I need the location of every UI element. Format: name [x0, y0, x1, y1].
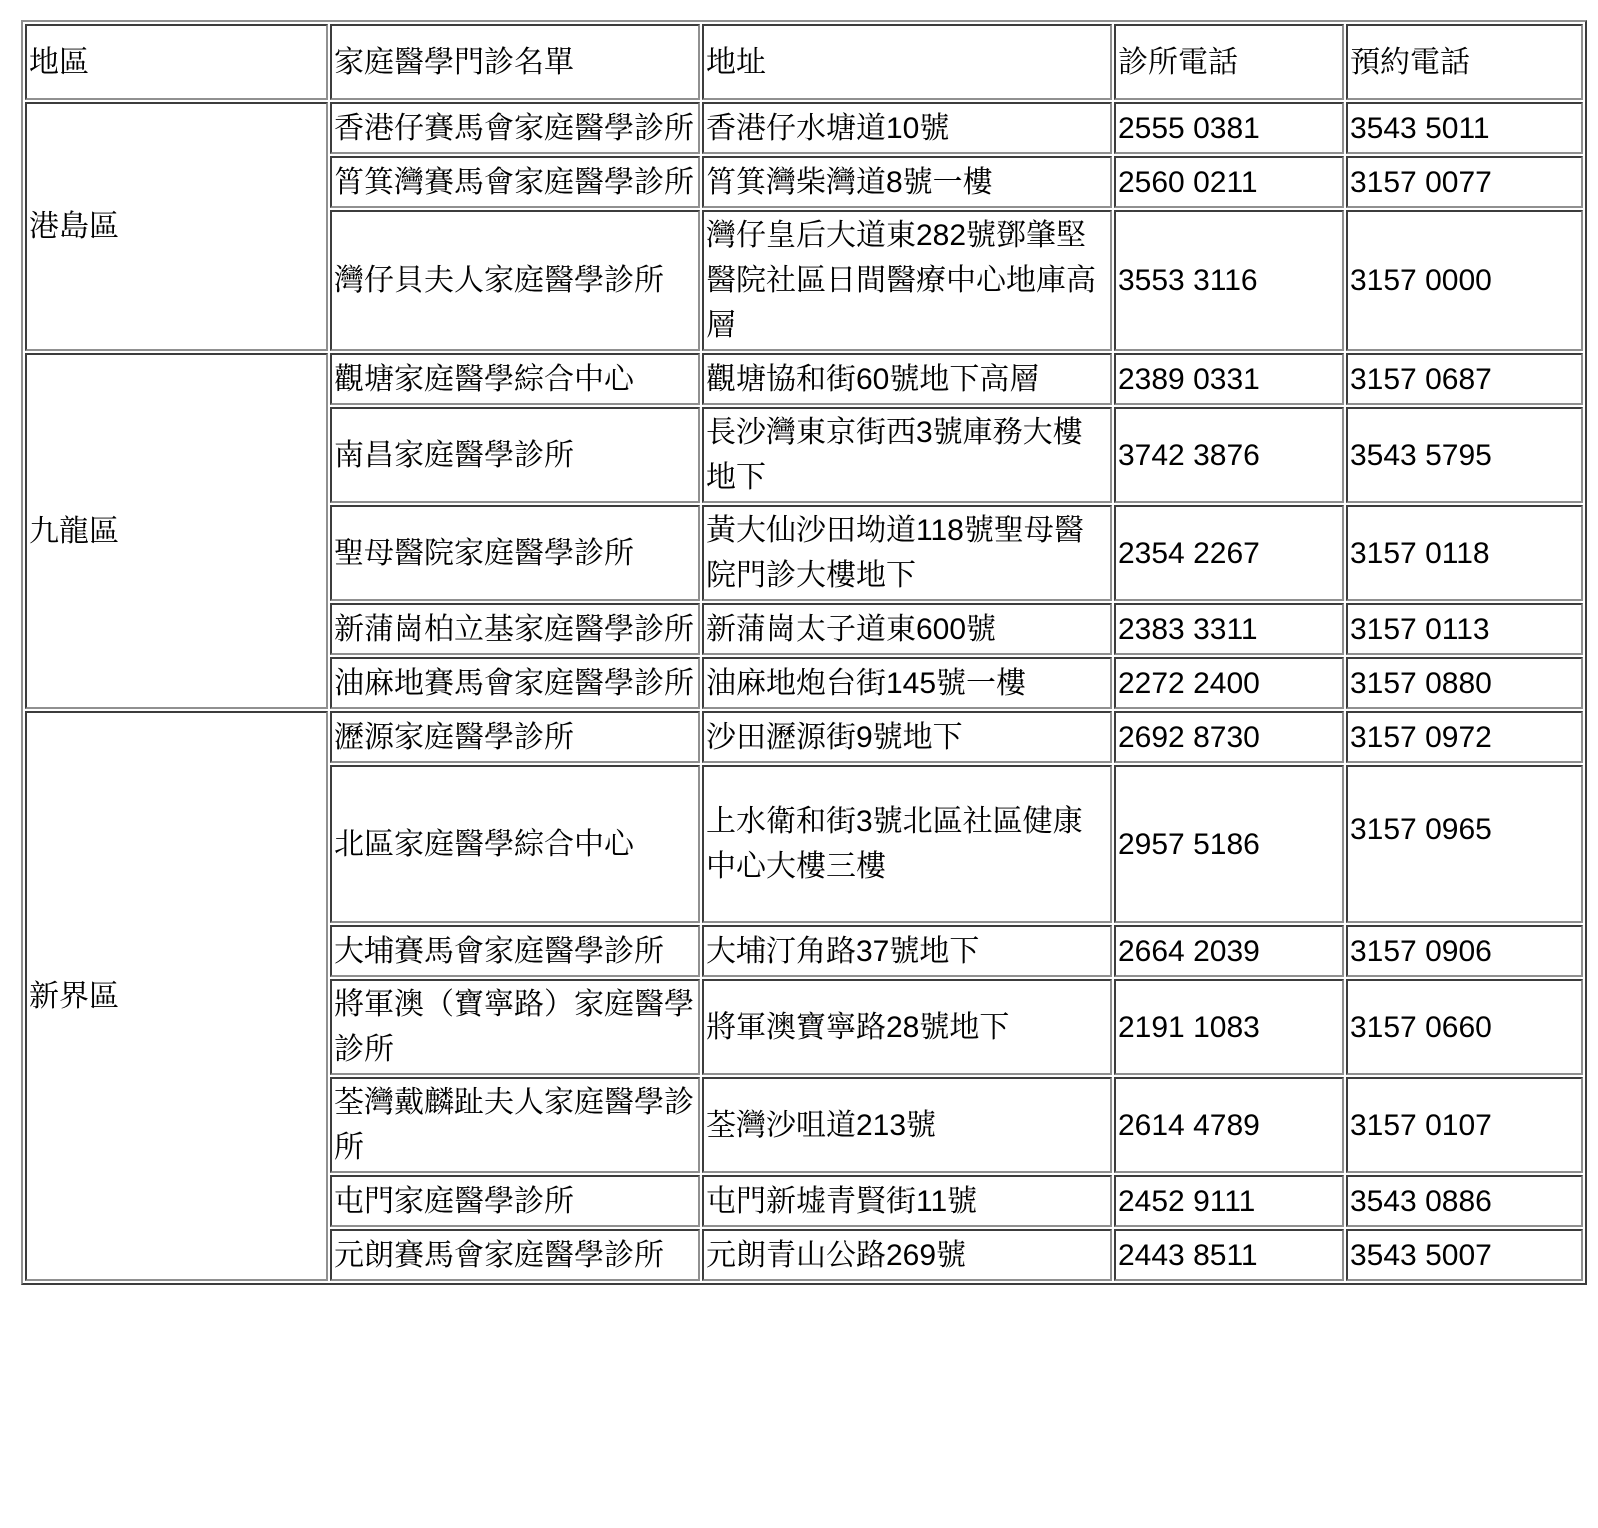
column-header-booking-phone: 預約電話 [1346, 24, 1583, 100]
column-header-clinic-phone: 診所電話 [1114, 24, 1344, 100]
clinic-phone-cell: 2614 4789 [1114, 1077, 1344, 1173]
clinic-name-cell: 筲箕灣賽馬會家庭醫學診所 [330, 156, 700, 208]
table-header-row [25, 24, 1583, 100]
clinic-name-cell: 油麻地賽馬會家庭醫學診所 [330, 657, 700, 709]
clinic-name-cell: 香港仔賽馬會家庭醫學診所 [330, 102, 700, 154]
clinic-name-cell: 聖母醫院家庭醫學診所 [330, 505, 700, 601]
clinic-name-cell: 瀝源家庭醫學診所 [330, 711, 700, 763]
family-medicine-clinics-table [21, 20, 1587, 1285]
booking-phone-cell: 3543 0886 [1346, 1175, 1583, 1227]
address-cell: 荃灣沙咀道213號 [702, 1077, 1112, 1173]
clinic-phone-cell: 2555 0381 [1114, 102, 1344, 154]
booking-phone-cell: 3157 0107 [1346, 1077, 1583, 1173]
clinic-name-cell: 新蒲崗柏立基家庭醫學診所 [330, 603, 700, 655]
address-cell: 元朗青山公路269號 [702, 1229, 1112, 1281]
address-cell: 上水衛和街3號北區社區健康中心大樓三樓 [702, 765, 1112, 923]
booking-phone-cell: 3543 5007 [1346, 1229, 1583, 1281]
clinic-phone-cell: 3553 3116 [1114, 210, 1344, 351]
address-cell: 黃大仙沙田坳道118號聖母醫院門診大樓地下 [702, 505, 1112, 601]
table-row [25, 102, 1583, 154]
address-cell: 長沙灣東京街西3號庫務大樓地下 [702, 407, 1112, 503]
clinic-phone-cell: 3742 3876 [1114, 407, 1344, 503]
booking-phone-cell: 3157 0000 [1346, 210, 1583, 351]
address-cell: 灣仔皇后大道東282號鄧肇堅醫院社區日間醫療中心地庫高層 [702, 210, 1112, 351]
address-cell: 屯門新墟青賢街11號 [702, 1175, 1112, 1227]
address-cell: 沙田瀝源街9號地下 [702, 711, 1112, 763]
clinic-phone-cell: 2452 9111 [1114, 1175, 1344, 1227]
region-cell: 港島區 [25, 102, 328, 351]
region-cell: 九龍區 [25, 353, 328, 709]
booking-phone-cell: 3157 0687 [1346, 353, 1583, 405]
address-cell: 油麻地炮台街145號一樓 [702, 657, 1112, 709]
column-header-clinic-name: 家庭醫學門診名單 [330, 24, 700, 100]
address-cell: 將軍澳寶寧路28號地下 [702, 979, 1112, 1075]
address-cell: 大埔汀角路37號地下 [702, 925, 1112, 977]
table-header-row [25, 24, 1583, 100]
table-body [25, 102, 1583, 1281]
clinic-phone-cell: 2957 5186 [1114, 765, 1344, 923]
clinic-name-cell: 北區家庭醫學綜合中心 [330, 765, 700, 923]
clinic-name-cell: 元朗賽馬會家庭醫學診所 [330, 1229, 700, 1281]
clinic-phone-cell: 2354 2267 [1114, 505, 1344, 601]
clinic-phone-cell: 2191 1083 [1114, 979, 1344, 1075]
booking-phone-cell: 3543 5011 [1346, 102, 1583, 154]
clinic-phone-cell: 2272 2400 [1114, 657, 1344, 709]
clinic-name-cell: 灣仔貝夫人家庭醫學診所 [330, 210, 700, 351]
clinic-name-cell: 屯門家庭醫學診所 [330, 1175, 700, 1227]
address-cell: 香港仔水塘道10號 [702, 102, 1112, 154]
table-row [25, 353, 1583, 405]
clinic-phone-cell: 2443 8511 [1114, 1229, 1344, 1281]
clinic-name-cell: 將軍澳（寶寧路）家庭醫學診所 [330, 979, 700, 1075]
booking-phone-cell: 3157 0965 [1346, 765, 1583, 923]
clinic-name-cell: 南昌家庭醫學診所 [330, 407, 700, 503]
booking-phone-cell: 3157 0077 [1346, 156, 1583, 208]
column-header-region: 地區 [25, 24, 328, 100]
address-cell: 筲箕灣柴灣道8號一樓 [702, 156, 1112, 208]
booking-phone-cell: 3543 5795 [1346, 407, 1583, 503]
booking-phone-cell: 3157 0972 [1346, 711, 1583, 763]
region-cell: 新界區 [25, 711, 328, 1281]
clinic-name-cell: 觀塘家庭醫學綜合中心 [330, 353, 700, 405]
address-cell: 新蒲崗太子道東600號 [702, 603, 1112, 655]
booking-phone-cell: 3157 0660 [1346, 979, 1583, 1075]
booking-phone-cell: 3157 0906 [1346, 925, 1583, 977]
clinic-phone-cell: 2389 0331 [1114, 353, 1344, 405]
column-header-address: 地址 [702, 24, 1112, 100]
address-cell: 觀塘協和街60號地下高層 [702, 353, 1112, 405]
clinic-phone-cell: 2664 2039 [1114, 925, 1344, 977]
clinic-name-cell: 大埔賽馬會家庭醫學診所 [330, 925, 700, 977]
clinic-phone-cell: 2560 0211 [1114, 156, 1344, 208]
booking-phone-cell: 3157 0118 [1346, 505, 1583, 601]
clinic-name-cell: 荃灣戴麟趾夫人家庭醫學診所 [330, 1077, 700, 1173]
booking-phone-cell: 3157 0113 [1346, 603, 1583, 655]
clinic-phone-cell: 2383 3311 [1114, 603, 1344, 655]
booking-phone-cell: 3157 0880 [1346, 657, 1583, 709]
table-row [25, 711, 1583, 763]
clinic-phone-cell: 2692 8730 [1114, 711, 1344, 763]
